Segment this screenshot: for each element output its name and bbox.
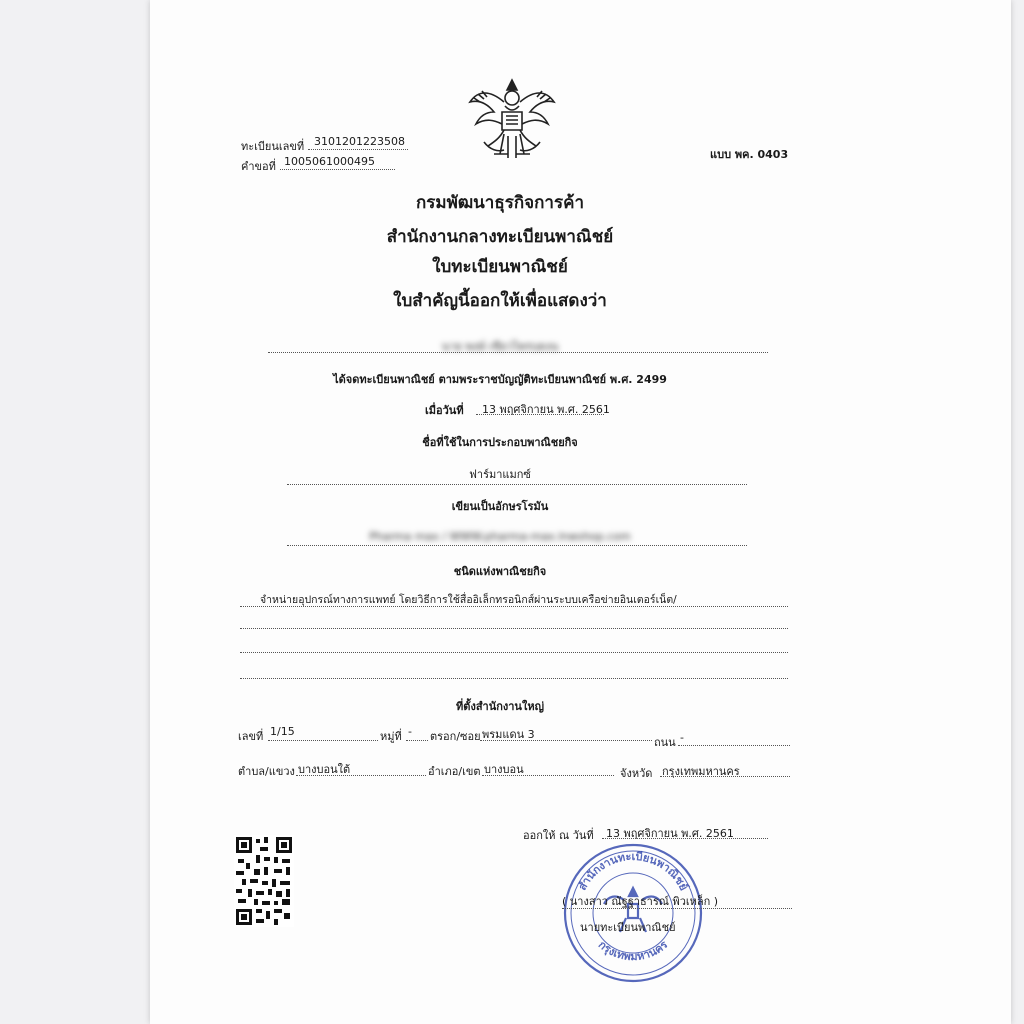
address-province-value: กรุงเทพมหานคร (662, 765, 740, 778)
address-district-value: บางบอน (484, 763, 524, 776)
title-department: กรมพัฒนาธุรกิจการค้า (415, 193, 584, 213)
registered-text: ได้จดทะเบียนพาณิชย์ ตามพระราชบัญญัติทะเบียนพาณิชย์ พ.ศ. 2499 (333, 373, 667, 386)
business-name-line (287, 484, 747, 485)
address-moo-line (406, 740, 428, 741)
head-office-label: ที่ตั้งสำนักงานใหญ่ (456, 700, 544, 713)
address-road-value: - (680, 731, 684, 744)
business-type-value: จำหน่ายอุปกรณ์ทางการแพทย์ โดยวิธีการใช้สื่ออิเล็กทรอนิกส์ผ่านระบบเครือข่ายอินเตอร์เน็ต/ (260, 594, 677, 606)
request-no-line (280, 169, 395, 170)
svg-text:กรุงเทพมหานคร (596, 938, 670, 963)
form-code: แบบ พค. 0403 (710, 148, 789, 161)
business-type-line-4 (240, 678, 788, 679)
registered-date-value: 13 พฤศจิกายน พ.ศ. 2561 (482, 403, 610, 416)
address-soi-value: พรมแดน 3 (482, 728, 535, 741)
issued-value: 13 พฤศจิกายน พ.ศ. 2561 (606, 827, 734, 840)
address-subdistrict-line (296, 775, 426, 776)
signer-line (562, 908, 792, 909)
signer-name: ( นางสาว ณัฐฐาธารณ์ พิวเหล็ก ) (562, 895, 719, 908)
official-stamp (558, 838, 708, 988)
address-soi-label: ตรอก/ซอย (430, 730, 481, 743)
certificate-paper (150, 0, 1011, 1024)
business-type-label: ชนิดแห่งพาณิชยกิจ (453, 565, 547, 578)
stamp-top-text: สำนักงานทะเบียนพาณิชย์ (575, 849, 691, 893)
title-statement: ใบสำคัญนี้ออกให้เพื่อแสดงว่า (393, 291, 607, 311)
reg-no-label: ทะเบียนเลขที่ (241, 140, 305, 153)
address-subdistrict-value: บางบอนใต้ (298, 763, 351, 776)
roman-label: เขียนเป็นอักษรโรมัน (451, 500, 549, 513)
address-moo-value: - (408, 725, 412, 738)
reg-no-value: 3101201223508 (314, 135, 405, 148)
address-district-label: อำเภอ/เขต (428, 765, 481, 778)
registered-date-label: เมื่อวันที่ (425, 404, 464, 417)
business-name-label: ชื่อที่ใช้ในการประกอบพาณิชยกิจ (422, 436, 578, 449)
issued-label: ออกให้ ณ วันที่ (523, 829, 594, 842)
request-no-label: คำขอที่ (241, 160, 276, 173)
holder-name-line (268, 352, 768, 353)
garuda-emblem (464, 72, 560, 168)
roman-line (287, 545, 747, 546)
qr-code (234, 835, 294, 927)
address-no-value: 1/15 (270, 725, 295, 738)
holder-name: นาย พงษ์ เขียวไพรบดงน (441, 340, 559, 353)
address-road-line (678, 745, 790, 746)
business-type-line-1 (240, 606, 788, 607)
address-province-line (660, 776, 790, 777)
signer-title: นายทะเบียนพาณิชย์ (580, 921, 676, 934)
business-type-line-2 (240, 628, 788, 629)
address-moo-label: หมู่ที่ (380, 730, 402, 743)
reg-no-line (308, 149, 408, 150)
request-no-value: 1005061000495 (284, 155, 375, 168)
business-name-value: ฟาร์มาแมกซ์ (469, 468, 531, 481)
registered-date-line (476, 414, 604, 415)
address-soi-line (480, 740, 652, 741)
address-district-line (482, 775, 614, 776)
roman-value: Pharma max / WWW.pharma-max.lnwshop.com (369, 530, 631, 543)
title-office: สำนักงานกลางทะเบียนพาณิชย์ (386, 227, 614, 247)
address-subdistrict-label: ตำบล/แขวง (238, 765, 295, 778)
title-certificate: ใบทะเบียนพาณิชย์ (432, 257, 568, 277)
address-no-label: เลขที่ (238, 730, 264, 743)
stamp-bottom-text: กรุงเทพมหานคร (595, 938, 671, 964)
address-road-label: ถนน (654, 736, 676, 749)
address-province-label: จังหวัด (620, 767, 653, 780)
address-no-line (268, 740, 378, 741)
business-type-line-3 (240, 652, 788, 653)
